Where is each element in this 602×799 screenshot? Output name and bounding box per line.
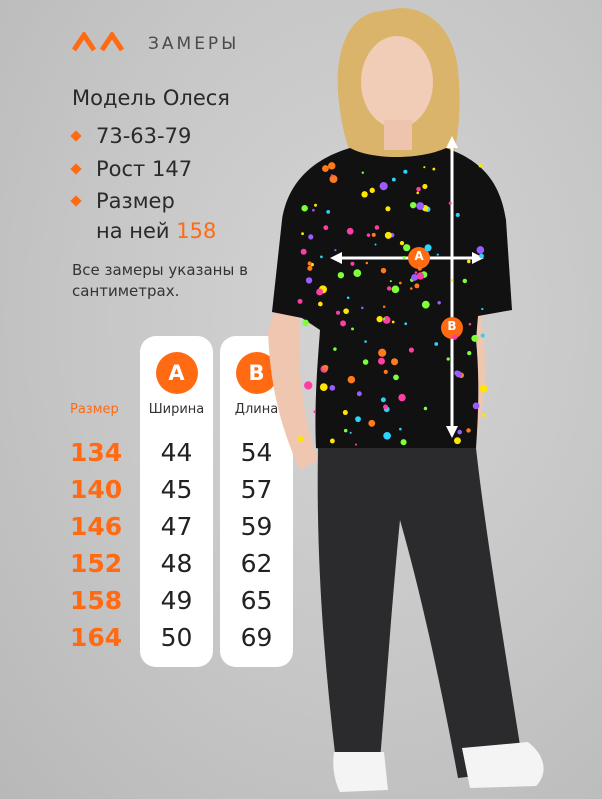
paint-dot — [410, 202, 416, 208]
measurements-value: 73-63-79 — [96, 124, 192, 148]
paint-dot — [353, 269, 361, 277]
size-line — [72, 189, 175, 213]
paint-dot — [400, 241, 404, 245]
paint-dot — [350, 262, 354, 266]
paint-dot — [364, 340, 367, 343]
paint-dot — [307, 266, 312, 271]
neck-shape — [384, 120, 412, 150]
paint-dot — [308, 261, 312, 265]
paint-dot — [457, 430, 462, 435]
paint-dot — [479, 254, 484, 259]
size-cell: 134 — [70, 438, 123, 467]
paint-dot — [351, 327, 354, 330]
face-shape — [361, 36, 433, 128]
paint-dot — [392, 285, 400, 293]
badge-a: A — [156, 352, 198, 394]
paint-dot — [403, 170, 407, 174]
left-shoe-shape — [333, 752, 388, 792]
paint-dot — [387, 286, 391, 290]
length-cell: 65 — [240, 586, 273, 615]
paint-dot — [437, 253, 439, 255]
paint-dot — [320, 383, 328, 391]
paint-dot — [363, 359, 369, 365]
size-cell: 140 — [70, 475, 123, 504]
paint-dot — [415, 271, 418, 274]
paint-dot — [480, 385, 488, 393]
paint-dot — [385, 206, 390, 211]
paint-dot — [361, 191, 367, 197]
length-cell: 54 — [240, 438, 273, 467]
paint-dot — [454, 437, 461, 444]
paint-dot — [455, 371, 461, 377]
paint-dot — [381, 397, 386, 402]
paint-dot — [414, 283, 419, 288]
paint-dot — [409, 347, 414, 352]
brand-title: ЗАМЕРЫ — [148, 34, 240, 54]
paint-dot — [482, 413, 485, 416]
paint-dot — [357, 391, 362, 396]
paint-dot — [312, 209, 315, 212]
paint-dot — [399, 282, 402, 285]
size-on-model-prefix: на ней — [96, 219, 177, 243]
length-cell: 59 — [240, 512, 273, 541]
jeans-shape — [318, 448, 524, 778]
model-name: Модель Олеся — [72, 86, 230, 110]
paint-dot — [378, 349, 386, 357]
paint-dot — [393, 375, 399, 381]
paint-dot — [467, 260, 471, 264]
paint-dot — [402, 256, 405, 259]
brand-logo-icon — [72, 32, 128, 52]
bullet-diamond-icon — [70, 163, 81, 174]
paint-dot — [390, 280, 392, 282]
size-column-header: Размер — [70, 402, 119, 417]
paint-dot — [437, 301, 440, 304]
paint-dot — [298, 299, 303, 304]
paint-dot — [316, 289, 323, 296]
width-cell: 47 — [160, 512, 193, 541]
paint-dot — [416, 192, 419, 195]
marker-a-label: A — [414, 249, 424, 263]
paint-dot — [320, 256, 323, 259]
model-photo — [260, 0, 602, 799]
marker-b-label: B — [447, 319, 457, 333]
paint-dot — [383, 306, 386, 309]
paint-dot — [301, 232, 304, 235]
measurements-line — [72, 124, 191, 148]
paint-dot — [329, 385, 335, 391]
width-column-header: Ширина — [148, 402, 205, 417]
width-cell: 50 — [160, 623, 193, 652]
paint-dot — [326, 210, 330, 214]
size-on-model-value: 158 — [176, 219, 217, 243]
paint-dot — [423, 166, 425, 168]
paint-dot — [477, 246, 485, 254]
paint-dot — [301, 249, 307, 255]
paint-dot — [447, 357, 450, 360]
paint-dot — [361, 307, 364, 310]
paint-dot — [330, 439, 335, 444]
paint-dot — [322, 165, 329, 172]
paint-dot — [367, 233, 371, 237]
paint-dot — [302, 320, 309, 327]
paint-dot — [383, 316, 391, 324]
width-cell: 49 — [160, 586, 193, 615]
paint-dot — [383, 432, 391, 440]
paint-dot — [416, 202, 424, 210]
paint-dot — [348, 376, 355, 383]
size-cell: 158 — [70, 586, 123, 615]
paint-dot — [383, 318, 385, 320]
right-shoe-shape — [462, 742, 544, 788]
paint-dot — [323, 225, 328, 230]
paint-dot — [383, 404, 388, 409]
paint-dot — [469, 323, 472, 326]
paint-dot — [392, 321, 395, 324]
paint-dot — [404, 322, 407, 325]
paint-dot — [355, 416, 361, 422]
paint-dot — [314, 204, 317, 207]
length-cell: 69 — [240, 623, 273, 652]
paint-dot — [331, 174, 334, 177]
paint-dot — [350, 432, 352, 434]
paint-dot — [449, 202, 452, 205]
paint-dot — [452, 334, 457, 339]
paint-dot — [304, 381, 312, 389]
paint-dot — [368, 420, 375, 427]
paint-dot — [377, 316, 383, 322]
paint-dot — [451, 279, 454, 282]
paint-dot — [478, 164, 482, 168]
paint-dot — [418, 267, 422, 271]
paint-dot — [344, 429, 348, 433]
paint-dot — [366, 262, 369, 265]
badge-b: B — [236, 352, 278, 394]
paint-dot — [381, 268, 386, 273]
size-label: Размер — [96, 189, 175, 213]
size-cell: 146 — [70, 512, 123, 541]
paint-dot — [434, 342, 438, 346]
size-cell: 152 — [70, 549, 123, 578]
paint-dot — [463, 279, 467, 283]
paint-dot — [422, 301, 430, 309]
height-line — [72, 157, 192, 181]
size-cell: 164 — [70, 623, 123, 652]
tshirt-shape — [272, 148, 512, 457]
paint-dot — [432, 168, 435, 171]
paint-dot — [401, 439, 407, 445]
paint-dot — [340, 320, 346, 326]
size-on-model-line — [96, 219, 216, 243]
paint-dot — [347, 228, 354, 235]
paint-dot — [456, 213, 460, 217]
width-cell: 45 — [160, 475, 193, 504]
paint-dot — [380, 182, 388, 190]
paint-dot — [481, 308, 483, 310]
paint-dot — [385, 232, 392, 239]
paint-dot — [392, 178, 396, 182]
paint-dot — [318, 302, 323, 307]
paint-dot — [301, 205, 308, 212]
paint-dot — [398, 394, 405, 401]
length-cell: 62 — [240, 549, 273, 578]
width-cell: 44 — [160, 438, 193, 467]
paint-dot — [370, 188, 375, 193]
paint-dot — [334, 249, 336, 251]
bullet-diamond-icon — [70, 195, 81, 206]
paint-dot — [343, 308, 349, 314]
paint-dot — [399, 428, 402, 431]
paint-dot — [417, 272, 424, 279]
paint-dot — [323, 365, 329, 371]
paint-dot — [473, 403, 480, 410]
units-note: Все замеры указаны в сантиметрах. — [72, 261, 248, 300]
paint-dot — [467, 351, 471, 355]
height-value: Рост 147 — [96, 157, 193, 181]
paint-dot — [313, 410, 316, 413]
bullet-diamond-icon — [70, 130, 81, 141]
paint-dot — [306, 277, 312, 283]
paint-dot — [336, 311, 340, 315]
length-cell: 57 — [240, 475, 273, 504]
paint-dot — [378, 358, 385, 365]
width-column-card — [140, 336, 213, 667]
paint-dot — [347, 296, 350, 299]
paint-dot — [329, 175, 337, 183]
paint-dot — [333, 347, 336, 350]
paint-dot — [372, 233, 376, 237]
paint-dot — [308, 234, 313, 239]
paint-dot — [328, 162, 335, 169]
paint-dot — [410, 287, 413, 290]
paint-dot — [362, 172, 364, 174]
size-column — [70, 434, 122, 656]
paint-dot — [338, 272, 344, 278]
paint-dot — [481, 334, 485, 338]
paint-dot — [375, 225, 379, 229]
paint-dot — [466, 428, 470, 432]
length-column-header: Длина — [234, 402, 279, 417]
paint-dot — [343, 410, 348, 415]
paint-dot — [375, 243, 377, 245]
paint-dot — [355, 444, 357, 446]
paint-dot — [298, 436, 304, 442]
paint-dot — [384, 370, 388, 374]
paint-dot — [471, 335, 478, 342]
paint-dot — [422, 184, 427, 189]
paint-dot — [424, 407, 427, 410]
paint-dot — [416, 187, 421, 192]
paint-dot — [391, 358, 398, 365]
width-cell: 48 — [160, 549, 193, 578]
